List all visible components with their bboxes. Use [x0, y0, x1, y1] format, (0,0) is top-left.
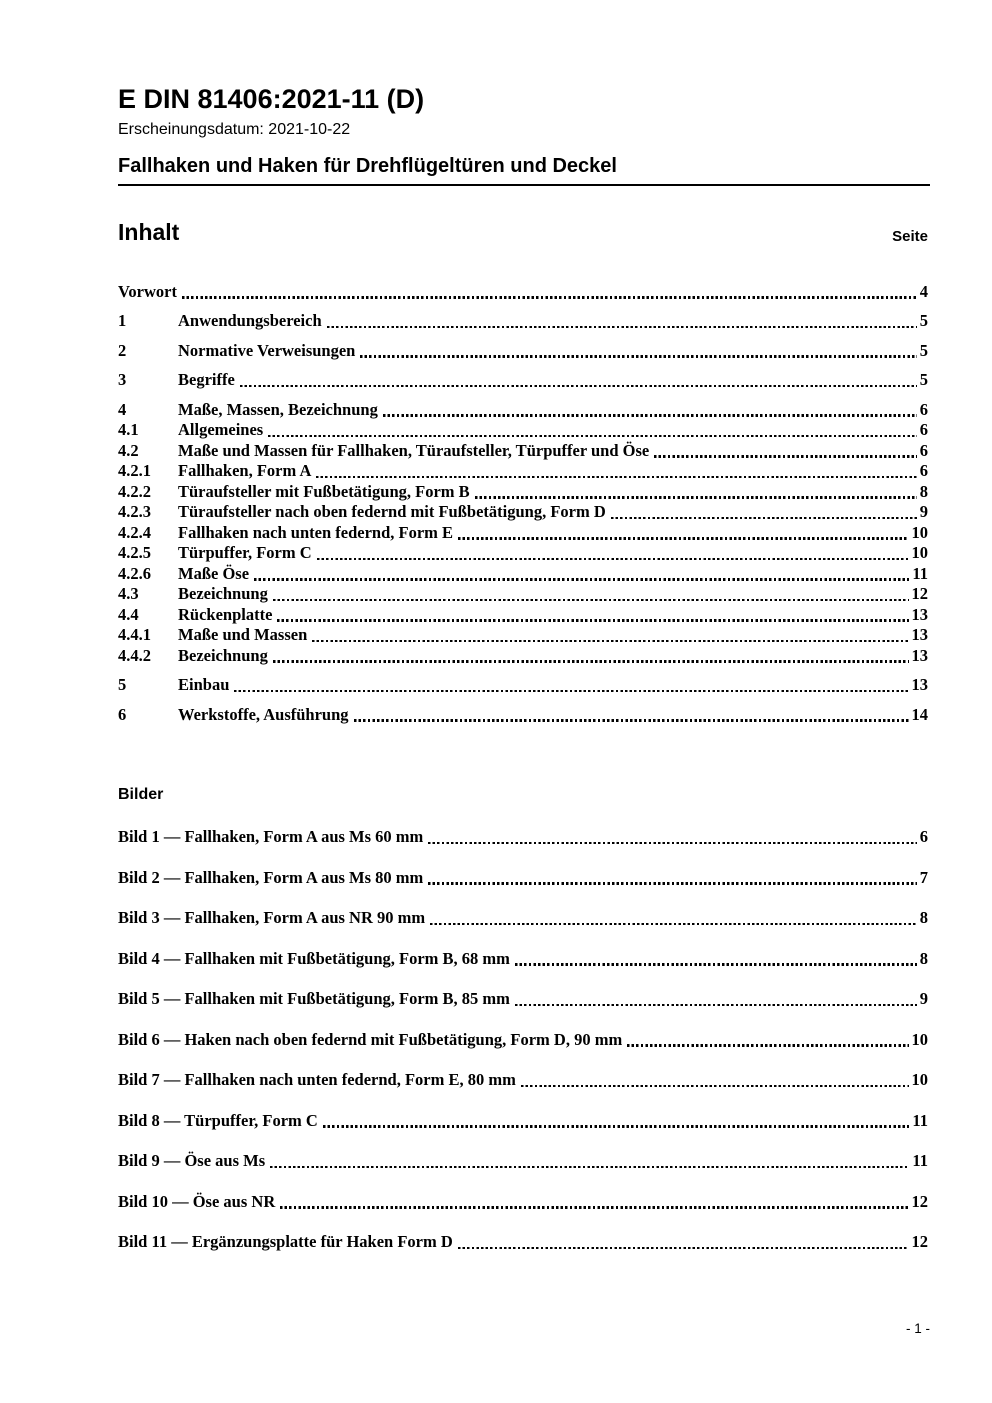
figure-entry-title: Bild 8 — Türpuffer, Form C [118, 1110, 318, 1130]
dot-leader [273, 660, 909, 662]
figure-entry-title: Bild 3 — Fallhaken, Form A aus NR 90 mm [118, 908, 426, 927]
figure-entry-title: Bild 2 — Fallhaken, Form A aus Ms 80 mm [118, 867, 424, 887]
toc-entry-page: 6 [919, 461, 928, 480]
toc-entry-number: 4.4.1 [118, 625, 151, 644]
figure-entry-title: Bild 5 — Fallhaken mit Fußbetätigung, Form B, 85 mm [118, 989, 510, 1008]
figure-entry [118, 948, 928, 969]
toc-entry [118, 625, 928, 646]
dot-leader [327, 326, 917, 328]
dot-leader [273, 599, 909, 601]
dot-leader [270, 1166, 909, 1168]
figure-entry-page: 12 [911, 1232, 928, 1251]
figures-heading: Bilder [118, 786, 164, 803]
toc-entry-page: 6 [919, 399, 928, 419]
figure-entry-title: Bild 6 — Haken nach oben federnd mit Fußbetätigung, Form D, 90 mm [118, 1029, 623, 1049]
toc-entry-number: 1 [118, 311, 127, 330]
dot-leader [458, 1247, 909, 1249]
figure-entry [118, 1191, 928, 1212]
toc-entry-number: 4.4.2 [118, 645, 151, 665]
standard-number: E DIN 81406:2021-11 (D) [118, 84, 425, 114]
toc-entry-page: 11 [912, 563, 928, 583]
figure-entry [118, 1150, 928, 1171]
dot-leader [268, 435, 917, 437]
toc-entry-page: 8 [919, 481, 928, 501]
figure-entry-page: 12 [911, 1191, 928, 1211]
toc-entry-number: 4.4 [118, 604, 139, 624]
toc-heading: Inhalt [118, 219, 180, 245]
dot-leader [383, 414, 917, 416]
toc-entry-number: 4.1 [118, 420, 139, 439]
toc-entry [118, 675, 928, 696]
toc-entry-title: Maße und Massen [178, 625, 308, 644]
dot-leader [280, 1206, 908, 1208]
toc-entry-title: Bezeichnung [178, 645, 268, 665]
dot-leader [277, 619, 908, 621]
toc-entry-page: 10 [911, 543, 928, 562]
toc-entry-page: 13 [911, 604, 928, 624]
publication-date: Erscheinungsdatum: 2021-10-22 [118, 121, 351, 138]
toc-entry [118, 399, 928, 420]
toc-entry [118, 370, 928, 391]
figure-entry-title: Bild 10 — Öse aus NR [118, 1191, 276, 1211]
dot-leader [654, 455, 917, 457]
toc-entry-page: 5 [919, 340, 928, 360]
toc-entry-page: 13 [911, 625, 928, 644]
toc-entry [118, 502, 928, 523]
toc-entry-number: 4.2.3 [118, 502, 151, 521]
dot-leader [312, 640, 908, 642]
dot-leader [627, 1044, 908, 1046]
figure-entry [118, 1110, 928, 1131]
toc-entry-number: 4.2.4 [118, 522, 151, 542]
toc-entry [118, 481, 928, 502]
toc-entry-number: 4 [118, 399, 127, 419]
figure-entry-page: 8 [919, 948, 928, 968]
toc-entry-page: 13 [911, 675, 928, 694]
toc-entry-title: Maße Öse [178, 563, 250, 583]
toc-entry-page: 4 [919, 281, 928, 301]
dot-leader [317, 558, 909, 560]
toc-entry [118, 543, 928, 564]
toc-entry [118, 522, 928, 543]
toc-entry-page: 6 [919, 440, 928, 460]
toc-entry-title: Maße und Massen für Fallhaken, Türaufsteller, Türpuffer und Öse [178, 440, 650, 460]
figures-list [118, 826, 928, 1252]
toc-entry-page: 9 [919, 502, 928, 521]
figure-entry-title: Bild 11 — Ergänzungsplatte für Haken Form D [118, 1232, 453, 1251]
figure-entry-page: 6 [919, 827, 928, 846]
dot-leader [234, 690, 908, 692]
figure-entry-title: Bild 4 — Fallhaken mit Fußbetätigung, Form B, 68 mm [118, 948, 510, 968]
toc-entry-title: Rückenplatte [178, 604, 273, 624]
dot-leader [428, 842, 916, 844]
dot-leader [360, 355, 916, 357]
toc-entry-number: 4.2 [118, 440, 139, 460]
figure-entry [118, 1231, 928, 1252]
toc-entry-page: 14 [911, 704, 928, 724]
toc-entry [118, 281, 928, 302]
dot-leader [521, 1085, 909, 1087]
figure-entry-title: Bild 9 — Öse aus Ms [118, 1151, 266, 1170]
toc-entry-page: 5 [919, 311, 928, 330]
dot-leader [611, 517, 917, 519]
toc-entry-title: Werkstoffe, Ausführung [178, 704, 349, 724]
toc-entry-page: 5 [919, 370, 928, 389]
toc-entry [118, 645, 928, 666]
toc-entry-title: Begriffe [178, 370, 235, 389]
toc-entry [118, 563, 928, 584]
dot-leader [323, 1125, 910, 1127]
figure-entry-page: 9 [919, 989, 928, 1008]
figure-entry-page: 8 [919, 908, 928, 927]
figure-entry [118, 988, 928, 1009]
figure-entry-page: 7 [919, 867, 928, 887]
document-title: Fallhaken und Haken für Drehflügeltüren und Deckel [118, 155, 617, 177]
toc-entry-page: 12 [911, 584, 928, 603]
toc-list [118, 281, 928, 725]
dot-leader [430, 923, 917, 925]
toc-entry-page: 10 [911, 522, 928, 542]
dot-leader [240, 385, 917, 387]
page-number-footer: - 1 - [905, 1321, 930, 1336]
toc-entry-title: Türpuffer, Form C [178, 543, 312, 562]
dot-leader [515, 963, 917, 965]
toc-entry-title: Bezeichnung [178, 584, 268, 603]
figure-entry-page: 11 [912, 1110, 928, 1130]
figure-entry-page: 11 [912, 1151, 928, 1170]
toc-entry [118, 311, 928, 332]
figure-entry-title: Bild 1 — Fallhaken, Form A aus Ms 60 mm [118, 827, 424, 846]
toc-entry-number: 4.2.2 [118, 481, 151, 501]
toc-entry-title: Türaufsteller mit Fußbetätigung, Form B [178, 481, 470, 501]
toc-entry-number: 3 [118, 370, 127, 389]
dot-leader [428, 882, 916, 884]
toc-page-column-label: Seite [892, 228, 928, 245]
dot-leader [458, 537, 908, 539]
toc-entry-title: Türaufsteller nach oben federnd mit Fußbetätigung, Form D [178, 502, 606, 521]
toc-entry-title: Vorwort [118, 281, 177, 301]
figure-entry [118, 826, 928, 847]
figure-entry-title: Bild 7 — Fallhaken nach unten federnd, Form E, 80 mm [118, 1070, 516, 1089]
toc-entry-title: Anwendungsbereich [178, 311, 322, 330]
toc-entry-title: Fallhaken, Form A [178, 461, 312, 480]
toc-entry [118, 340, 928, 361]
figure-entry [118, 867, 928, 888]
toc-entry [118, 461, 928, 482]
toc-entry-title: Normative Verweisungen [178, 340, 356, 360]
dot-leader [354, 719, 909, 721]
toc-entry-number: 4.2.6 [118, 563, 151, 583]
toc-entry-title: Einbau [178, 675, 230, 694]
toc-entry-number: 4.2.1 [118, 461, 151, 480]
toc-entry-number: 5 [118, 675, 127, 694]
figure-entry [118, 1069, 928, 1090]
toc-entry-page: 13 [911, 645, 928, 665]
figure-entry-page: 10 [911, 1029, 928, 1049]
toc-entry [118, 420, 928, 441]
dot-leader [254, 578, 909, 580]
title-rule [118, 184, 930, 186]
toc-entry-title: Fallhaken nach unten federnd, Form E [178, 522, 454, 542]
toc-entry-number: 2 [118, 340, 127, 360]
dot-leader [182, 296, 917, 298]
toc-entry [118, 604, 928, 625]
dot-leader [515, 1004, 917, 1006]
dot-leader [475, 496, 917, 498]
toc-entry-title: Allgemeines [178, 420, 264, 439]
toc-entry [118, 704, 928, 725]
toc-entry-title: Maße, Massen, Bezeichnung [178, 399, 378, 419]
toc-entry-number: 6 [118, 704, 127, 724]
figure-entry [118, 1029, 928, 1050]
toc-entry-page: 6 [919, 420, 928, 439]
figure-entry [118, 907, 928, 928]
toc-entry-number: 4.3 [118, 584, 139, 603]
figure-entry-page: 10 [911, 1070, 928, 1089]
dot-leader [316, 476, 916, 478]
toc-entry [118, 584, 928, 605]
toc-entry-number: 4.2.5 [118, 543, 151, 562]
toc-entry [118, 440, 928, 461]
